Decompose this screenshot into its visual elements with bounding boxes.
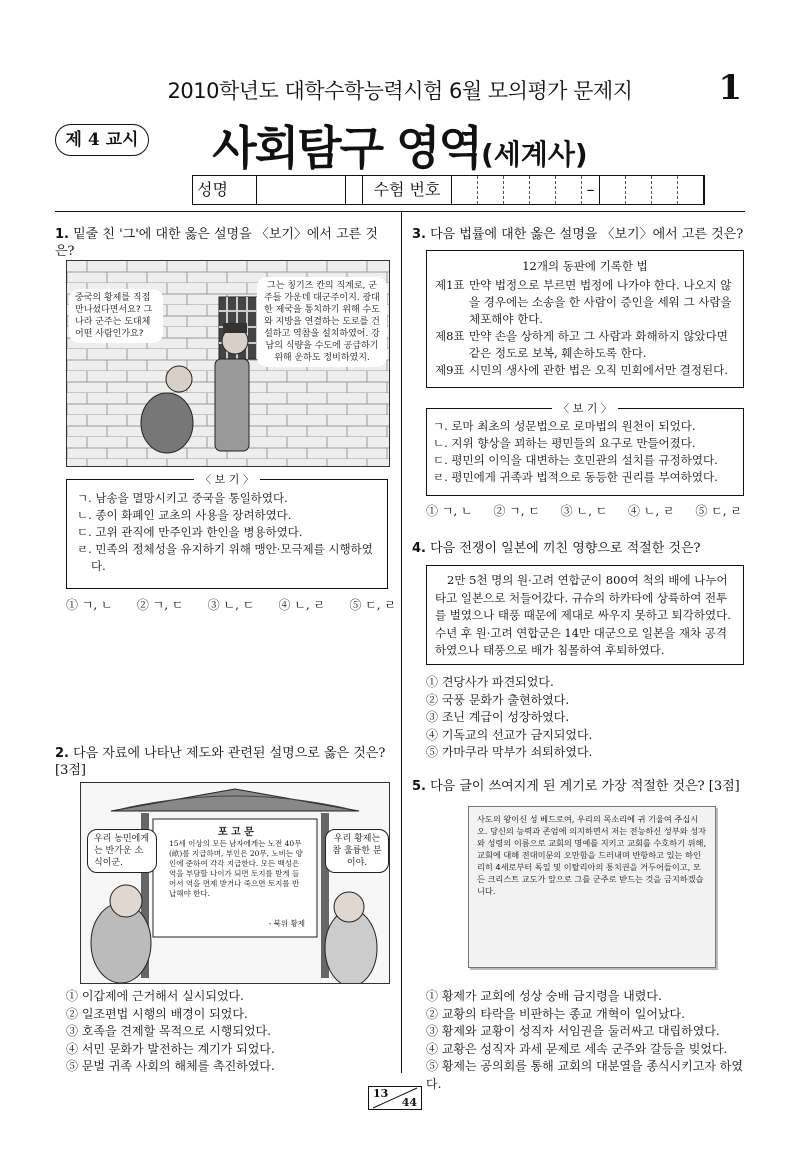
page-number: 1 bbox=[718, 68, 742, 108]
q3-law-title: 12개의 동판에 기록한 법 bbox=[522, 259, 648, 273]
q1-bubble-left: 중국의 황제를 직접 만나셨다면서요? 그 나라 군주는 도대체 어떤 사람인가요? bbox=[69, 289, 163, 343]
name-label: 성명 bbox=[193, 176, 257, 204]
spacer bbox=[346, 176, 363, 204]
q1-options bbox=[66, 597, 396, 615]
q5-letter-scroll bbox=[468, 806, 716, 968]
q5-option-1[interactable]: ① 황제가 교회에 성상 숭배 금지령을 내렸다. bbox=[426, 989, 662, 1003]
q4-option-5[interactable]: ⑤ 가마쿠라 막부가 쇠퇴하였다. bbox=[426, 745, 593, 759]
q5-option-5[interactable]: ⑤ 황제는 공의회를 통해 교회의 대분열을 종식시키고자 하였다. bbox=[426, 1059, 743, 1091]
q1-bubble-right: 그는 칭기즈 칸의 직계로, 군주들 가운데 대군주이지. 광대한 제국을 통치하기 위해 수도와 지방을 연결하는 도로를 건설하고 역참을 설치하였어. 강남의 식량을 수도에 공급하기 위해 운하도 정비하였지. bbox=[257, 277, 387, 367]
q2-bubble-left: 우리 농민에게는 반가운 소식이군. bbox=[87, 829, 157, 873]
exam-number-separator: – bbox=[582, 176, 600, 204]
q1-option-5[interactable]: ⑤ ㄷ, ㄹ bbox=[349, 598, 396, 612]
q2-option-4[interactable]: ④ 서민 문화가 발전하는 계기가 되었다. bbox=[66, 1041, 275, 1056]
subject-title bbox=[0, 112, 800, 178]
exam-digit-4[interactable] bbox=[530, 176, 556, 204]
q1-illustration bbox=[66, 260, 390, 467]
q3-option-3[interactable]: ③ ㄴ, ㄷ bbox=[560, 504, 608, 518]
q2-option-5[interactable]: ⑤ 문벌 귀족 사회의 해체를 촉진하였다. bbox=[66, 1059, 275, 1073]
q5-option-2[interactable]: ② 교황의 타락을 비판하는 종교 개혁이 일어났다. bbox=[426, 1006, 685, 1021]
q2-bubble-right: 우리 황제는 참 훌륭한 분이야. bbox=[325, 829, 389, 873]
q1-bogi-item: ㄹ. 민족의 정체성을 유지하기 위해 맹안·모극제를 시행하였다. bbox=[77, 542, 373, 573]
q3-bogi-item: ㄷ. 평민의 이익을 대변하는 호민관의 설치를 규정하였다. bbox=[433, 453, 718, 467]
q4-options bbox=[426, 674, 742, 762]
period-badge: 제 4 교시 bbox=[55, 124, 149, 156]
q3-law-item: 제8표 만약 손을 상하게 하고 그 사람과 화해하지 않았다면 같은 정도로 보복, 훼손하도록 한다. bbox=[435, 329, 728, 360]
q4-stem: 4. 다음 전쟁이 일본에 끼친 영향으로 적절한 것은? bbox=[412, 541, 701, 556]
q4-passage-box bbox=[426, 565, 744, 665]
q4-option-4[interactable]: ④ 기독교의 선교가 금지되었다. bbox=[426, 727, 593, 742]
exam-digit-3[interactable] bbox=[504, 176, 530, 204]
q1-option-3[interactable]: ③ ㄴ, ㄷ bbox=[207, 598, 255, 612]
q3-bogi-box bbox=[426, 402, 744, 496]
q3-options bbox=[426, 503, 742, 521]
column-divider bbox=[401, 211, 402, 1073]
exam-digit-2[interactable] bbox=[478, 176, 504, 204]
q1-option-1[interactable]: ① ㄱ, ㄴ bbox=[66, 598, 113, 612]
exam-digit-9[interactable] bbox=[678, 176, 704, 204]
q3-law-item: 제1표 만약 법정으로 부르면 법정에 나가야 한다. 나오지 않을 경우에는 소송을 한 사람이 증인을 세워 그 사람을 체포해야 한다. bbox=[435, 278, 732, 326]
q3-option-2[interactable]: ② ㄱ, ㄷ bbox=[493, 504, 540, 518]
q5-letter: 사도의 왕이신 성 베드로여, 우리의 목소리에 귀 기울여 주십시오. 당신의 능력과 존엄에 의지하면서 저는 전능하신 성부와 성자와 성령의 이름으로 교회의 명예를 지키고 교회를 수호하기 위해, 교회에 대해 전대미문의 오만함을 드러내며 반항하고 있는 하인리히 4세로부터 독일 및 이탈리아의 통치권을 거두어들이고, 모든 크리스트 교도가 앞으로 그를 군주로 받드는 것을 금지하겠습니다. bbox=[477, 814, 707, 896]
q2-options bbox=[66, 988, 396, 1076]
q1-bogi-label: 〈 보 기 〉 bbox=[194, 473, 260, 486]
exam-digit-6[interactable] bbox=[600, 176, 626, 204]
q3-option-4[interactable]: ④ ㄴ, ㄹ bbox=[627, 504, 675, 518]
q3-option-5[interactable]: ⑤ ㄷ, ㄹ bbox=[695, 504, 742, 518]
q2-option-1[interactable]: ① 이갑제에 근거해서 실시되었다. bbox=[66, 989, 244, 1003]
q5-option-3[interactable]: ③ 황제와 교황이 성직자 서임권을 둘러싸고 대립하였다. bbox=[426, 1024, 720, 1038]
q5-options bbox=[426, 988, 756, 1093]
q1-bogi-item: ㄱ. 남송을 멸망시키고 중국을 통일하였다. bbox=[77, 491, 288, 505]
subject-sub: (세계사) bbox=[480, 138, 588, 171]
q1-option-4[interactable]: ④ ㄴ, ㄹ bbox=[278, 598, 326, 612]
top-rule bbox=[55, 211, 745, 212]
q2-notice-title: 포 고 문 bbox=[218, 827, 254, 838]
q2-illustration bbox=[80, 782, 390, 984]
q4-option-1[interactable]: ① 견당사가 파견되었다. bbox=[426, 675, 554, 689]
q5-option-4[interactable]: ④ 교황은 성직자 과세 문제로 세속 군주와 갈등을 빚었다. bbox=[426, 1041, 728, 1056]
q5-stem: 5. 다음 글이 쓰여지게 된 계기로 가장 적절한 것은? [3점] bbox=[412, 779, 740, 794]
exam-digit-5[interactable] bbox=[556, 176, 582, 204]
q3-bogi-item: ㄱ. 로마 최초의 성문법으로 로마법의 원천이 되었다. bbox=[433, 419, 696, 433]
page-current: 13 bbox=[373, 1087, 389, 1100]
q2-option-3[interactable]: ③ 호족을 견제할 목적으로 시행되었다. bbox=[66, 1024, 271, 1038]
q3-stem: 3. 다음 법률에 대한 옳은 설명을 〈보기〉에서 고른 것은? bbox=[412, 227, 744, 242]
name-field[interactable] bbox=[257, 176, 346, 204]
q1-bogi-item: ㄷ. 고위 관직에 만주인과 한인을 병용하였다. bbox=[77, 525, 303, 539]
exam-digit-7[interactable] bbox=[626, 176, 652, 204]
page-counter bbox=[368, 1086, 422, 1110]
q1-bogi-box bbox=[66, 473, 388, 589]
q3-law-box bbox=[426, 250, 744, 388]
subject-main: 사회탐구 영역 bbox=[212, 121, 481, 175]
q3-bogi-item: ㄹ. 평민에게 귀족과 법적으로 동등한 권리를 부여하였다. bbox=[433, 470, 718, 484]
q3-bogi-label: 〈 보 기 〉 bbox=[552, 402, 618, 415]
exam-title: 2010학년도 대학수학능력시험 6월 모의평가 문제지 bbox=[167, 79, 633, 103]
q4-option-3[interactable]: ③ 조닌 계급이 성장하였다. bbox=[426, 710, 570, 724]
candidate-info-box bbox=[192, 175, 705, 205]
q3-bogi-item: ㄴ. 지위 향상을 꾀하는 평민들의 요구로 만들어졌다. bbox=[433, 436, 696, 450]
q3-law-item: 제9표 시민의 생사에 관한 법은 오직 민회에서만 결정된다. bbox=[435, 363, 728, 377]
q1-stem: 1. 밑줄 친 '그'에 대한 옳은 설명을 〈보기〉에서 고른 것은? bbox=[55, 227, 378, 259]
q2-stem: 2. 다음 자료에 나타난 제도와 관련된 설명으로 옳은 것은? [3점] bbox=[55, 746, 386, 778]
q1-option-2[interactable]: ② ㄱ, ㄷ bbox=[136, 598, 184, 612]
exam-number-label: 수험 번호 bbox=[363, 176, 452, 204]
q2-option-2[interactable]: ② 일조편법 시행의 배경이 되었다. bbox=[66, 1006, 248, 1021]
exam-digit-8[interactable] bbox=[652, 176, 678, 204]
q2-notice-sign: - 북위 황제 bbox=[268, 919, 305, 928]
q2-notice-body: 15세 이상의 모든 남자에게는 노전 40무(畝)를 지급하며, 부인은 20무, 노비는 양인에 준하여 각각 지급한다. 모든 백성은 역을 부담할 나이가 되면 토지를 받게 들어서 역을 면제 받거나 죽으면 토지를 반납해야 한다. bbox=[169, 839, 303, 898]
q1-bogi-item: ㄴ. 종이 화폐인 교초의 사용을 장려하였다. bbox=[77, 508, 292, 522]
exam-digit-1[interactable] bbox=[452, 176, 478, 204]
q3-option-1[interactable]: ① ㄱ, ㄴ bbox=[426, 504, 473, 518]
q4-option-2[interactable]: ② 국풍 문화가 출현하였다. bbox=[426, 692, 570, 707]
page-total: 44 bbox=[401, 1096, 417, 1109]
q4-passage: 2만 5천 명의 원·고려 연합군이 800여 척의 배에 나누어 타고 일본으로 처들어갔다. 규슈의 하카타에 상륙하여 전투를 벌였으나 태풍 때문에 제대로 싸우지 못하고 퇴각하였다. 수년 후 원·고려 연합군은 14만 대군으로 일본을 재차 공격하였으나 태풍으로 배가 침몰하여 후퇴하였다. bbox=[435, 573, 731, 657]
